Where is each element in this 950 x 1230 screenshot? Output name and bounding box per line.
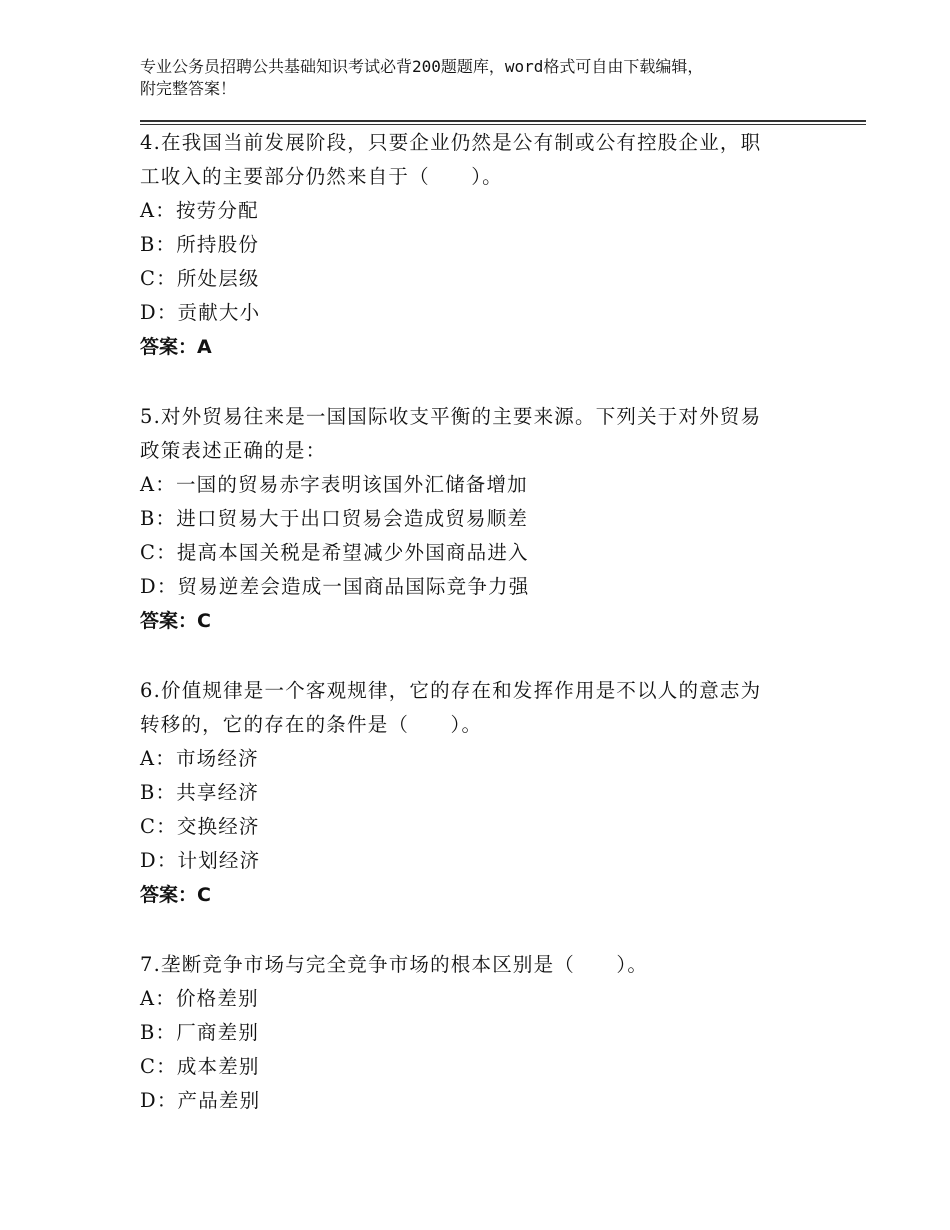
option-a: A：市场经济 xyxy=(140,747,259,770)
header-line-1: 专业公务员招聘公共基础知识考试必背200题题库，word格式可自由下载编辑， xyxy=(140,57,704,76)
option-a: A：一国的贸易赤字表明该国外汇储备增加 xyxy=(140,473,528,496)
option-d: D：产品差别 xyxy=(140,1089,261,1112)
option-c: C：交换经济 xyxy=(140,815,260,838)
question-spacer xyxy=(140,912,820,948)
option-b: B：进口贸易大于出口贸易会造成贸易顺差 xyxy=(140,507,529,530)
question-list xyxy=(140,126,820,1118)
question-6 xyxy=(140,674,820,912)
question-text: 7.垄断竞争市场与完全竞争市场的根本区别是（ ）。 xyxy=(140,953,649,976)
question-4 xyxy=(140,126,820,364)
option-a: A：按劳分配 xyxy=(140,199,259,222)
answer-label: 答案：C xyxy=(140,610,211,632)
option-c: C：所处层级 xyxy=(140,267,260,290)
answer-label: 答案：C xyxy=(140,884,211,906)
question-7 xyxy=(140,948,820,1118)
question-spacer xyxy=(140,364,820,400)
option-d: D：贸易逆差会造成一国商品国际竞争力强 xyxy=(140,575,530,598)
question-text: 5.对外贸易往来是一国国际收支平衡的主要来源。下列关于对外贸易 政策表述正确的是： xyxy=(140,405,762,462)
option-d: D：计划经济 xyxy=(140,849,261,872)
header-divider-thin xyxy=(140,124,866,125)
option-b: B：共享经济 xyxy=(140,781,260,804)
option-c: C：成本差别 xyxy=(140,1055,260,1078)
option-c: C：提高本国关税是希望减少外国商品进入 xyxy=(140,541,529,564)
header-divider-thick xyxy=(140,120,866,122)
header-line-2: 附完整答案！ xyxy=(140,79,237,98)
question-text: 4.在我国当前发展阶段，只要企业仍然是公有制或公有控股企业，职 工收入的主要部分仍然来自于（ ）。 xyxy=(140,131,762,188)
option-d: D：贡献大小 xyxy=(140,301,261,324)
answer-label: 答案：A xyxy=(140,336,212,358)
option-b: B：所持股份 xyxy=(140,233,260,256)
question-text: 6.价值规律是一个客观规律，它的存在和发挥作用是不以人的意志为 转移的，它的存在的条件是（ ）。 xyxy=(140,679,762,736)
option-a: A：价格差别 xyxy=(140,987,259,1010)
question-5 xyxy=(140,400,820,638)
option-b: B：厂商差别 xyxy=(140,1021,260,1044)
document-header xyxy=(140,56,840,100)
question-spacer xyxy=(140,638,820,674)
